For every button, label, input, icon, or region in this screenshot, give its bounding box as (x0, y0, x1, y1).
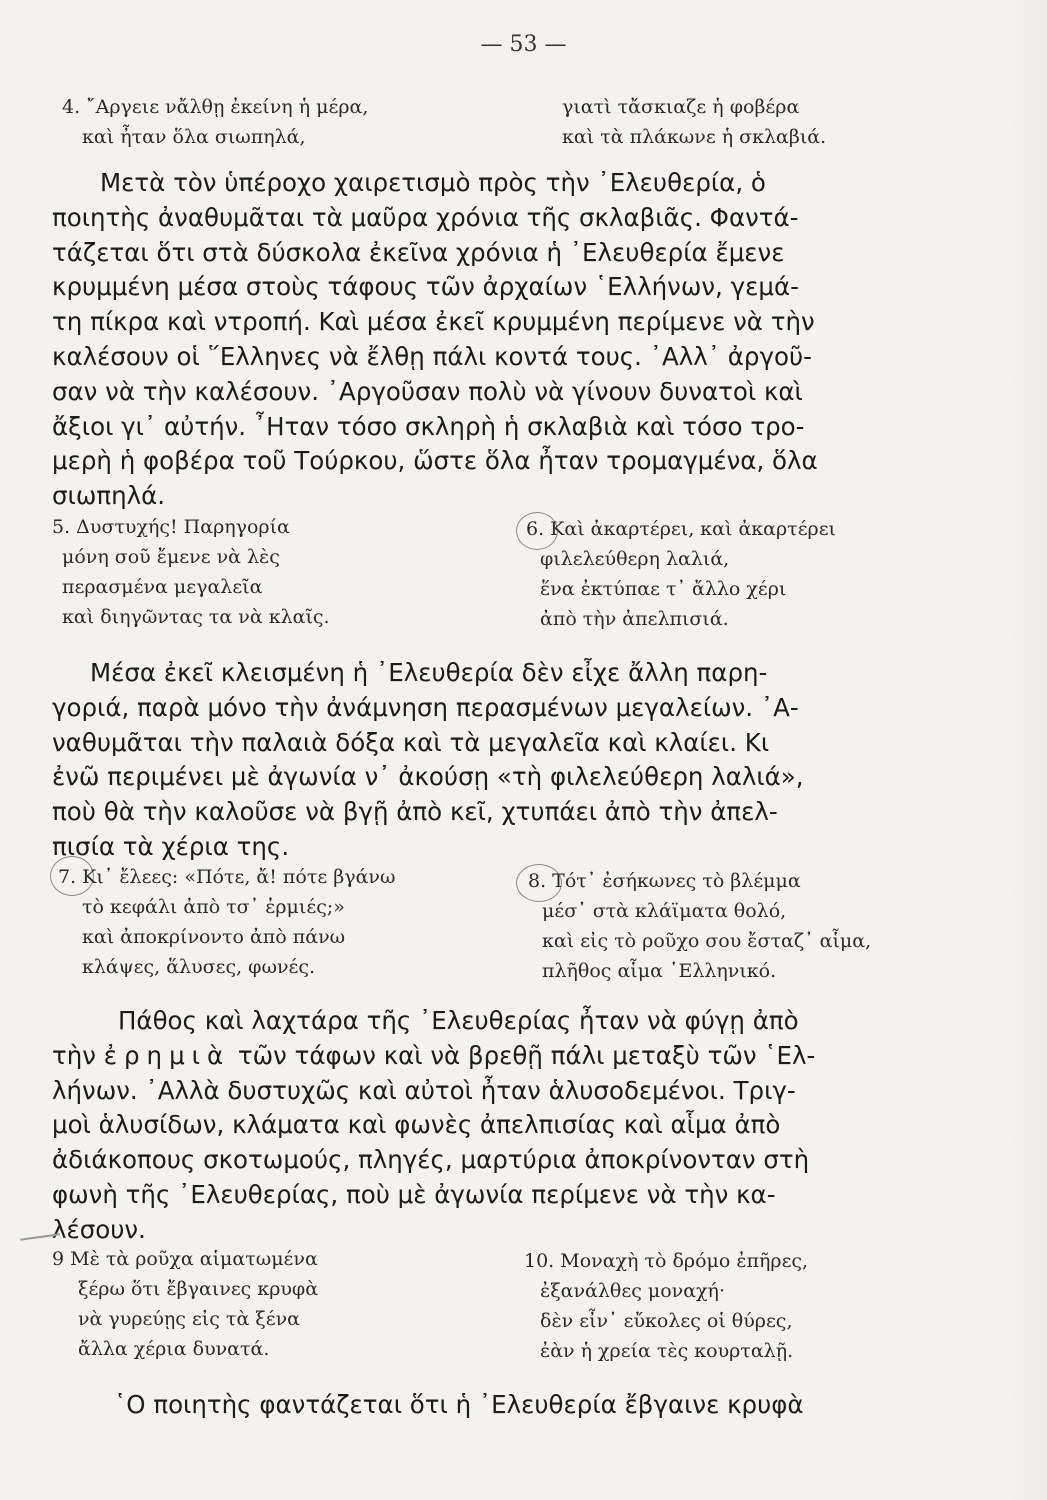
prose-line: σαν νὰ τὴν καλέσουν. ᾿Αργοῦσαν πολὺ νὰ γίνουν δυνατοὶ καὶ (52, 376, 803, 406)
stanza-4-right (562, 92, 826, 152)
stanza-line: ἀπὸ τὴν ἀπελπισιά. (540, 608, 729, 630)
prose-line: μοὶ ἁλυσίδων, κλάματα καὶ φωνὲς ἀπελπισίας καὶ αἷμα ἀπὸ (52, 1110, 781, 1140)
stanza-4-left (62, 92, 368, 152)
stanza-line: πλῆθος αἷμα ῾Ελληνικό. (542, 960, 777, 982)
prose-line: τη πίκρα καὶ ντροπή. Καὶ μέσα ἐκεῖ κρυμμένη περίμενε νὰ τὴν (52, 307, 815, 337)
stanza-line: ἕνα ἐκτύπαε τ᾿ ἄλλο χέρι (540, 578, 787, 600)
spaced-emphasis-word: ἐρημιὰ (103, 1040, 231, 1070)
stanza-6 (526, 514, 836, 634)
prose-line: ἄξιοι γι᾿ αὐτήν. ῏Ηταν τόσο σκληρὴ ἡ σκλαβιὰ καὶ τόσο τρο- (52, 411, 805, 441)
stanza-line: καὶ τὰ πλάκωνε ἡ σκλαβιά. (562, 126, 827, 148)
stanza-line: 5. Δυστυχής! Παρηγορία (52, 516, 290, 538)
scan-shading (1007, 0, 1047, 1500)
stanza-line: μέσ᾿ στὰ κλάϊματα θολό, (542, 900, 787, 922)
prose-line: Μετὰ τὸν ὑπέροχο χαιρετισμὸ πρὸς τὴν ᾿Ελευθερία, ὁ (100, 168, 766, 197)
prose-line: λήνων. ᾿Αλλὰ δυστυχῶς καὶ αὐτοὶ ἦταν ἁλυσοδεμένοι. Τριγ- (52, 1075, 796, 1105)
prose-line: ἀδιάκοπους σκοτωμούς, πληγές, μαρτύρια ἀποκρίνονταν στὴ (52, 1145, 810, 1175)
stanza-line: κλάψες, ἅλυσες, φωνές. (82, 956, 316, 978)
stanza-line: περασμένα μεγαλεῖα (62, 576, 263, 598)
stanza-line: 8. Τότ᾿ ἐσήκωνες τὸ βλέμμα (528, 870, 801, 892)
prose-line: ἐνῶ περιμένει μὲ ἀγωνία ν᾿ ἀκούσῃ «τὴ φιλελεύθερη λαλιά», (52, 762, 804, 792)
stanza-10 (524, 1246, 808, 1366)
stanza-7 (58, 862, 395, 982)
prose-line: Μέσα ἐκεῖ κλεισμένη ἡ ᾿Ελευθερία δὲν εἶχε ἄλλη παρη- (90, 658, 768, 687)
prose-line: ποὺ θὰ τὴν καλοῦσε νὰ βγῇ ἀπὸ κεῖ, χτυπάει ἀπὸ τὴν ἀπελ- (52, 797, 778, 827)
prose-line (52, 1039, 942, 1074)
stanza-line: ἐξανάλθες μοναχή· (540, 1280, 725, 1302)
stanza-8 (528, 866, 871, 986)
stanza-line: καὶ ἦταν ὅλα σιωπηλά, (82, 126, 306, 148)
page-number: — 53 — (480, 32, 567, 57)
prose-line: ῾Ο ποιητὴς φαντάζεται ὅτι ἡ ᾿Ελευθερία ἔβγαινε κρυφὰ (114, 1390, 804, 1419)
stanza-line: 6. Καὶ ἀκαρτέρει, καὶ ἀκαρτέρει (526, 518, 837, 540)
prose-line: καλέσουν οἱ ῞Ελληνες νὰ ἔλθῃ πάλι κοντά τους. ᾿Αλλ᾿ ἀργοῦ- (52, 341, 812, 371)
stanza-line: μόνη σοῦ ἔμενε νὰ λὲς (62, 546, 280, 568)
prose-line: Πάθος καὶ λαχτάρα τῆς ᾿Ελευθερίας ἦταν νὰ φύγῃ ἀπὸ (118, 1006, 799, 1035)
prose-line: ποιητὴς ἀναθυμᾶται τὰ μαῦρα χρόνια τῆς σκλαβιᾶς. Φαντά- (52, 202, 799, 232)
prose-paragraph-2 (52, 656, 942, 865)
stanza-line: 9 Μὲ τὰ ροῦχα αἱματωμένα (52, 1248, 318, 1270)
stanza-line: 4. ῎Αργειε νἄλθῃ ἐκείνη ἡ μέρα, (62, 96, 369, 118)
stanza-9 (52, 1244, 318, 1364)
stanza-line: 7. Κι᾿ ἔλεες: «Πότε, ἄ! πότε βγάνω (58, 866, 396, 888)
prose-line: λέσουν. (52, 1214, 146, 1244)
prose-line: πισία τὰ χέρια της. (52, 831, 290, 861)
prose-line: γοριά, παρὰ μόνο τὴν ἀνάμνηση περασμένων μεγαλείων. ᾿Α- (52, 692, 799, 722)
prose-text: τὴν (52, 1040, 104, 1070)
stanza-line: καὶ διηγῶντας τα νὰ κλαῖς. (62, 606, 330, 628)
stanza-line: ἄλλα χέρια δυνατά. (78, 1338, 270, 1360)
prose-line: κρυμμένη μέσα στοὺς τάφους τῶν ἀρχαίων ῾Ελλήνων, γεμά- (52, 272, 799, 302)
prose-paragraph-1 (52, 166, 942, 514)
stanza-line: τὸ κεφάλι ἀπὸ τσ᾿ ἐρμιές;» (82, 896, 345, 918)
stanza-line: ἐὰν ἡ χρεία τὲς κουρταλῇ. (540, 1340, 794, 1362)
prose-line: σιωπηλά. (52, 481, 166, 511)
stanza-line: φιλελεύθερη λαλιά, (540, 548, 730, 570)
stanza-line: καὶ εἰς τὸ ροῦχο σου ἔσταζ᾿ αἷμα, (542, 930, 872, 952)
prose-paragraph-4 (52, 1388, 942, 1423)
prose-text: τῶν τάφων καὶ νὰ βρεθῇ πάλι μεταξὺ τῶν ῾Ελ- (230, 1040, 816, 1070)
stanza-line: καὶ ἀποκρίνοντο ἀπὸ πάνω (82, 926, 346, 948)
stanza-line: δὲν εἶν᾿ εὔκολες οἱ θύρες, (540, 1310, 793, 1332)
prose-line: ναθυμᾶται τὴν παλαιὰ δόξα καὶ τὰ μεγαλεῖα καὶ κλαίει. Κι (52, 727, 770, 757)
stanza-line: 10. Μοναχὴ τὸ δρόμο ἐπῆρες, (524, 1250, 809, 1272)
stanza-line: νὰ γυρεύῃς εἰς τὰ ξένα (78, 1308, 300, 1330)
prose-line: τάζεται ὅτι στὰ δύσκολα ἐκεῖνα χρόνια ἡ ᾿Ελευθερία ἔμενε (52, 237, 785, 267)
stanza-line: γιατὶ τἄσκιαζε ἡ φοβέρα (562, 96, 800, 118)
prose-paragraph-3 (52, 1004, 942, 1248)
prose-line: μερὴ ἡ φοβέρα τοῦ Τούρκου, ὥστε ὅλα ἦταν τρομαγμένα, ὅλα (52, 446, 818, 476)
stanza-line: ξέρω ὅτι ἔβγαινες κρυφὰ (78, 1278, 319, 1300)
stanza-5 (52, 512, 330, 632)
prose-line: φωνὴ τῆς ᾿Ελευθερίας, ποὺ μὲ ἀγωνία περίμενε νὰ τὴν κα- (52, 1179, 776, 1209)
